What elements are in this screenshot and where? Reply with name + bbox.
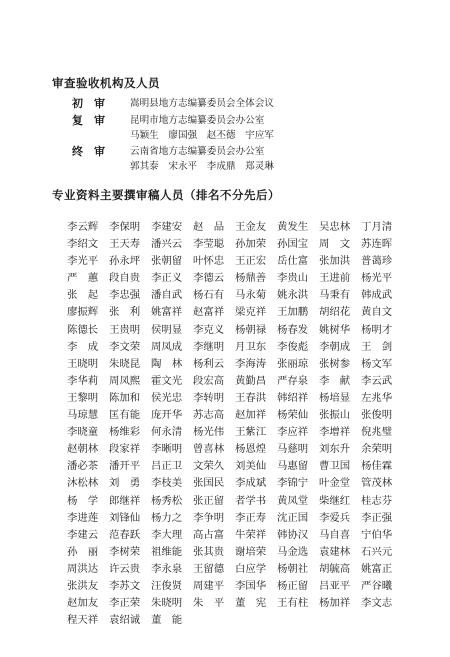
- writer-name: 岳仕富: [277, 255, 309, 268]
- writer-name: 杨明才: [361, 323, 393, 336]
- writers-section-title: 专业资料主要撰审稿人员（排名不分先后）: [52, 188, 280, 202]
- writer-name: 张树参: [319, 357, 351, 370]
- writer-name: 马金选: [277, 545, 309, 558]
- writer-name: 王春洪: [235, 391, 267, 404]
- writer-name: 潘自武: [151, 289, 183, 302]
- writer-name: 杨恩煌: [235, 443, 267, 456]
- writer-name: 严谷曦: [361, 579, 393, 592]
- writer-name: 高占富: [193, 528, 225, 541]
- writer-name: 李华莉: [67, 374, 99, 387]
- writer-name: 曹卫国: [319, 460, 351, 473]
- writer-name: 张 利: [109, 306, 141, 319]
- writer-name: 丁月清: [361, 221, 393, 233]
- writer-name: 王加鹏: [277, 306, 309, 319]
- writer-name: 张振山: [319, 409, 351, 422]
- writer-name: 侯明显: [151, 323, 183, 336]
- writer-name: 韩绍祥: [277, 391, 309, 404]
- writer-name: 黄凤堂: [277, 494, 309, 507]
- writer-name: 苏连晖: [361, 238, 393, 251]
- writer-name: 张朝留: [151, 255, 183, 268]
- writer-name: 赵 品: [193, 221, 225, 233]
- writer-name: 倪兆璧: [361, 426, 393, 439]
- writer-name: 李国华: [235, 579, 267, 592]
- writer-name: 李成斌: [235, 477, 267, 490]
- writer-name: 李爱兵: [319, 511, 351, 524]
- writer-name: 张丽琼: [277, 357, 309, 370]
- writer-name: 朱晓昆: [109, 357, 141, 370]
- writer-name: 何永清: [151, 426, 183, 439]
- writer-name: 李继明: [193, 340, 225, 353]
- writer-name: 左兆华: [361, 391, 393, 404]
- writer-name: 谢培荣: [235, 545, 267, 558]
- writer-name: 周凤成: [151, 340, 183, 353]
- writer-name: 姚永洪: [277, 289, 309, 302]
- writer-name: 祖维能: [151, 545, 183, 558]
- writer-name: 李海涛: [235, 357, 267, 370]
- writer-name: 张其贵: [193, 545, 225, 558]
- writer-name: 沈正国: [277, 511, 309, 524]
- review-second-members: 马颖生 廖国强 赵丕德 宇应军: [130, 130, 274, 141]
- writer-name: 吴忠林: [319, 221, 351, 233]
- writer-name: 李贵山: [277, 272, 309, 285]
- writer-name: 王紫江: [235, 426, 267, 439]
- writer-name: 李光平: [67, 255, 99, 268]
- writer-name: 李晰明: [151, 443, 183, 456]
- writer-name: 李枝美: [151, 477, 183, 490]
- writer-name: 王晓明: [67, 357, 99, 370]
- review-second-body: 昆明市地方志编纂委员会办公室: [130, 115, 265, 126]
- writer-name: 吕正卫: [151, 460, 183, 473]
- writer-name: 杨光伟: [193, 426, 225, 439]
- writer-name: 孙国宝: [277, 238, 309, 251]
- writer-name: 吕亚平: [319, 579, 351, 592]
- writer-name: 袁绍诚: [109, 614, 141, 627]
- writer-name: 牛荣祥: [235, 528, 267, 541]
- writer-name: 杨文军: [361, 357, 393, 370]
- writer-name: 韩协汉: [277, 528, 309, 541]
- review-final-body: 云南省地方志编纂委员会办公室: [130, 146, 265, 157]
- writer-name: 段自贵: [109, 272, 141, 285]
- writer-name: 王正宏: [235, 255, 267, 268]
- writer-name: 周建平: [193, 579, 225, 592]
- writer-name: 张洪友: [67, 579, 99, 592]
- writer-name: 桂志芬: [361, 494, 393, 507]
- writer-name: 许云贵: [109, 562, 141, 575]
- writer-name: 者学书: [235, 494, 267, 507]
- writer-name: 韩成武: [361, 289, 393, 302]
- writer-name: 马琼慧: [67, 409, 99, 422]
- writer-name: 刘东升: [319, 443, 351, 456]
- writer-name: 王进前: [319, 272, 351, 285]
- writer-name: 李朝成: [319, 340, 351, 353]
- writer-name: 杨 学: [67, 494, 99, 507]
- writer-name: 杨春发: [277, 323, 309, 336]
- writer-name: 杨朝社: [277, 562, 309, 575]
- writer-name: 李苏文: [109, 579, 141, 592]
- writer-name: 王 剑: [361, 340, 393, 353]
- writer-name: 李树荣: [109, 545, 141, 558]
- writer-name: 李正荣: [109, 597, 141, 610]
- writer-name: 潘必茶: [67, 460, 99, 473]
- writer-name: 李转明: [193, 391, 225, 404]
- writer-name: 孙 丽: [67, 545, 99, 558]
- review-final-members: 郭其泰 宋永平 李成鼎 郑灵琳: [130, 161, 274, 172]
- review-first-body: 嵩明县地方志编纂委员会全体会议: [130, 98, 274, 109]
- writer-name: 杨秀松: [151, 494, 183, 507]
- writer-name: 赵加友: [67, 597, 99, 610]
- writer-name: 张正留: [193, 494, 225, 507]
- review-section: [0, 0, 450, 180]
- writer-name: 赵朝林: [67, 443, 99, 456]
- review-label-first: 初 审: [72, 97, 105, 110]
- writer-name: 李晓童: [67, 426, 99, 439]
- writer-name: 李锦宁: [277, 477, 309, 490]
- writer-name: 李增祥: [319, 426, 351, 439]
- review-label-second: 复 审: [72, 114, 105, 127]
- writer-name: 严 蕙: [67, 272, 99, 285]
- writer-name: 李正义: [151, 272, 183, 285]
- writer-name: 廖振辉: [67, 306, 99, 319]
- writer-name: 黄勤昌: [235, 374, 267, 387]
- writer-name: 文荣久: [193, 460, 225, 473]
- writers-name-grid: [67, 218, 407, 628]
- writer-name: 杨加祥: [319, 597, 351, 610]
- writer-name: 张加洪: [319, 255, 351, 268]
- writer-name: 朱 平: [193, 597, 225, 610]
- writer-name: 姚富正: [361, 562, 393, 575]
- writer-name: 杨维彩: [109, 426, 141, 439]
- writer-name: 李正寿: [235, 511, 267, 524]
- writer-name: 胡绍花: [319, 306, 351, 319]
- writer-name: 柴继红: [319, 494, 351, 507]
- writer-name: 苏志高: [193, 409, 225, 422]
- writer-name: 曾喜林: [193, 443, 225, 456]
- writer-name: 李克义: [193, 323, 225, 336]
- writer-name: 李莹聪: [193, 238, 225, 251]
- writer-name: 潘开平: [109, 460, 141, 473]
- writer-name: 孙加荣: [235, 238, 267, 251]
- writer-name: 王黎明: [67, 391, 99, 404]
- writer-name: 刘锋仙: [109, 511, 141, 524]
- writer-name: 李云辉: [67, 221, 99, 233]
- review-section-title: 审查验收机构及人员: [52, 76, 160, 90]
- writer-name: 潘兴云: [151, 238, 183, 251]
- writer-name: 杨力之: [151, 511, 183, 524]
- writer-name: 李忠强: [109, 289, 141, 302]
- writer-name: 刘 勇: [109, 477, 141, 490]
- writer-name: 杨石有: [193, 289, 225, 302]
- writer-name: 庞开华: [151, 409, 183, 422]
- writer-name: 陶 林: [151, 357, 183, 370]
- writer-name: 范春跃: [109, 528, 141, 541]
- writer-name: 李应祥: [277, 426, 309, 439]
- writer-name: 梁克祥: [235, 306, 267, 319]
- writer-name: 李争明: [193, 511, 225, 524]
- writer-name: 马慈明: [277, 443, 309, 456]
- writer-name: 杨鼎善: [235, 272, 267, 285]
- writer-name: 董 能: [151, 614, 183, 627]
- writer-name: 李 献: [319, 374, 351, 387]
- writer-name: 管茂林: [361, 477, 393, 490]
- writer-name: 马惠留: [277, 460, 309, 473]
- writer-name: 宁伯华: [361, 528, 393, 541]
- writer-name: 段宏高: [193, 374, 225, 387]
- writer-name: 汪俊贤: [151, 579, 183, 592]
- writer-name: 张俊明: [361, 409, 393, 422]
- writer-name: 董 宪: [235, 597, 267, 610]
- writer-name: 匡有能: [109, 409, 141, 422]
- writer-name: 沐松林: [67, 477, 99, 490]
- writer-name: 周 文: [319, 238, 351, 251]
- writer-name: 赵富祥: [193, 306, 225, 319]
- writer-name: 李绍文: [67, 238, 99, 251]
- writer-name: 余荣明: [361, 443, 393, 456]
- writer-name: 月卫东: [235, 340, 267, 353]
- writer-name: 杨光平: [361, 272, 393, 285]
- writer-name: 杨正留: [277, 579, 309, 592]
- writer-name: 黄自文: [361, 306, 393, 319]
- writer-name: 霍文光: [151, 374, 183, 387]
- writer-name: 李保明: [109, 221, 141, 233]
- review-label-final: 终 审: [72, 145, 105, 158]
- writer-name: 王贵明: [109, 323, 141, 336]
- writer-name: 李 成: [67, 340, 99, 353]
- writer-name: 陈德长: [67, 323, 99, 336]
- writer-name: 马自喜: [319, 528, 351, 541]
- writer-name: 赵加祥: [235, 409, 267, 422]
- writer-name: 李德云: [193, 272, 225, 285]
- writer-name: 杨佳霖: [361, 460, 393, 473]
- writer-name: 王留德: [193, 562, 225, 575]
- writer-name: 胡毓高: [319, 562, 351, 575]
- writer-name: 普蔼珍: [361, 255, 393, 268]
- writer-name: 王天寿: [109, 238, 141, 251]
- writer-name: 王有柱: [277, 597, 309, 610]
- writer-name: 段家祥: [109, 443, 141, 456]
- writer-name: 马永菊: [235, 289, 267, 302]
- writer-name: 李建云: [67, 528, 99, 541]
- writer-name: 黄发生: [277, 221, 309, 233]
- writer-name: 姚树华: [319, 323, 351, 336]
- writer-name: 杨培显: [319, 391, 351, 404]
- writer-name: 程天祥: [67, 614, 99, 627]
- writer-name: 袁建林: [319, 545, 351, 558]
- writer-name: 朱晓明: [151, 597, 183, 610]
- writer-name: 杨荣仙: [277, 409, 309, 422]
- writer-name: 周洪达: [67, 562, 99, 575]
- writer-name: 叶金堂: [319, 477, 351, 490]
- writer-name: 张国民: [193, 477, 225, 490]
- writer-name: 李文志: [361, 597, 393, 610]
- writer-name: 李文荣: [109, 340, 141, 353]
- writer-name: 马秉有: [319, 289, 351, 302]
- writer-name: 杨朝禄: [235, 323, 267, 336]
- writer-name: 严存泉: [277, 374, 309, 387]
- writer-name: 孙永坪: [109, 255, 141, 268]
- writer-name: 叶怀忠: [193, 255, 225, 268]
- writer-name: 李大理: [151, 528, 183, 541]
- writer-name: 石兴元: [361, 545, 393, 558]
- writer-name: 李建安: [151, 221, 183, 233]
- writer-name: 白应学: [235, 562, 267, 575]
- writer-name: 李永泉: [151, 562, 183, 575]
- writer-name: 王金友: [235, 221, 267, 233]
- writer-name: 陈加和: [109, 391, 141, 404]
- writer-name: 姚富祥: [151, 306, 183, 319]
- writer-name: 李云武: [361, 374, 393, 387]
- writer-name: 李正强: [361, 511, 393, 524]
- writer-name: 郎继祥: [109, 494, 141, 507]
- writer-name: 杨利云: [193, 357, 225, 370]
- writer-name: 张 起: [67, 289, 99, 302]
- writer-name: 侯光忠: [151, 391, 183, 404]
- writer-name: 李俊彪: [277, 340, 309, 353]
- writer-name: 刘美仙: [235, 460, 267, 473]
- writer-name: 周凤熙: [109, 374, 141, 387]
- writer-name: 李进莲: [67, 511, 99, 524]
